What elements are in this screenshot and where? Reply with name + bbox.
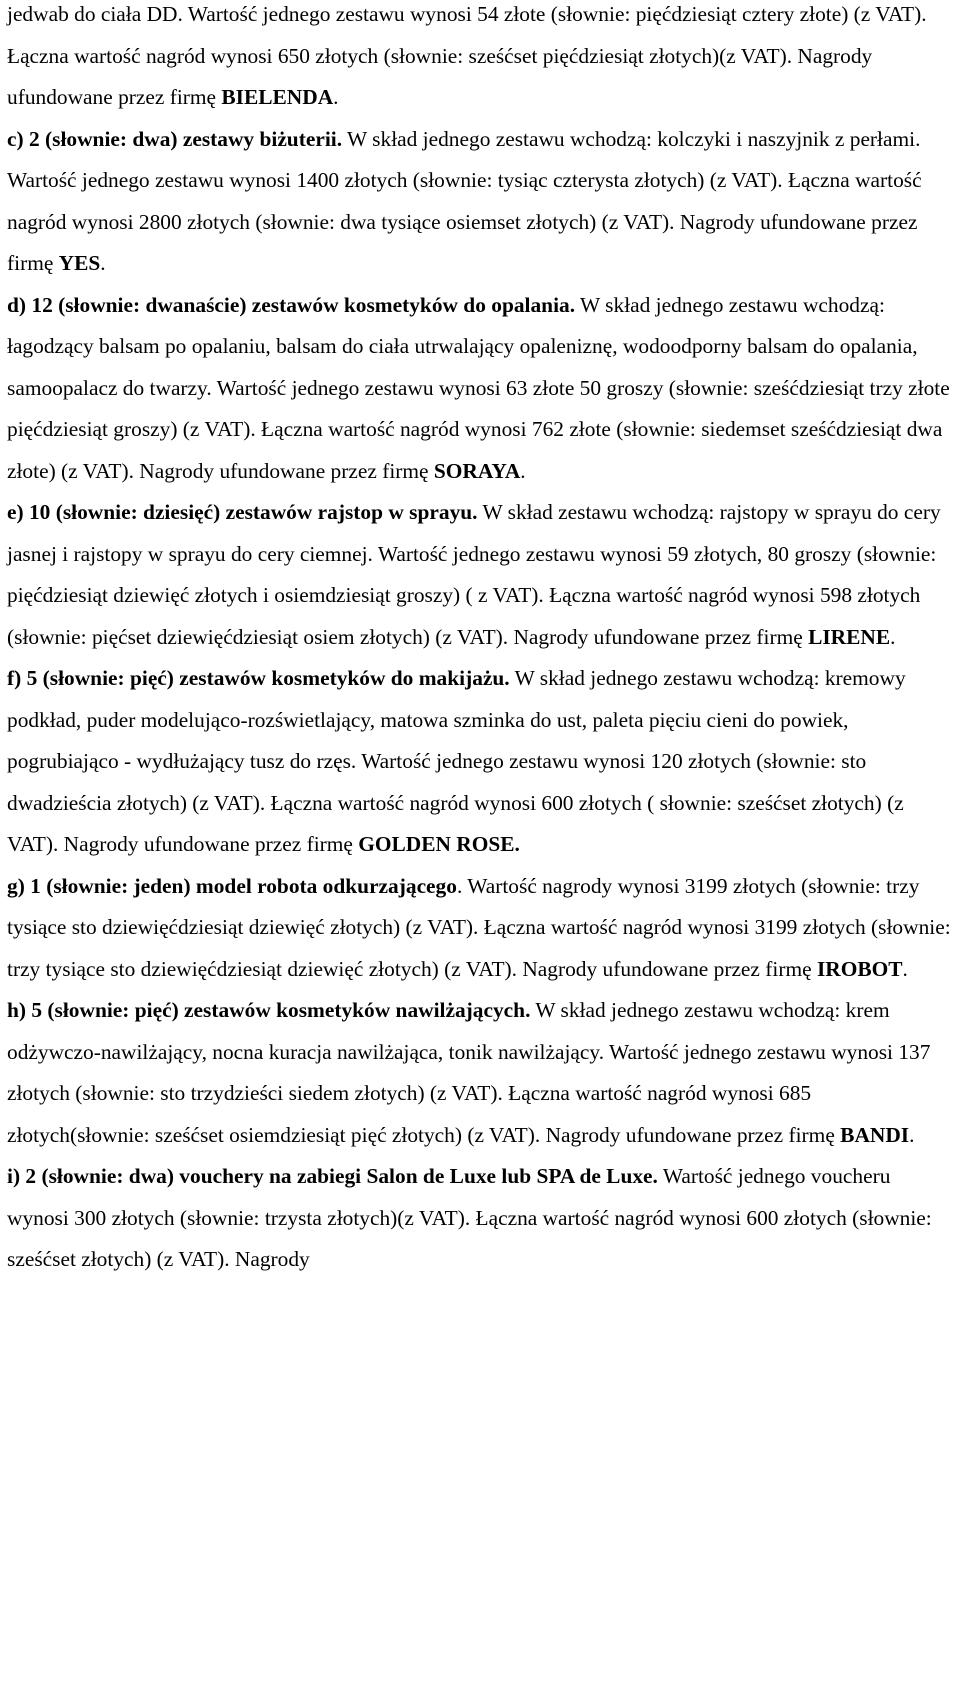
prize-paragraph-e — [7, 492, 955, 658]
prize-paragraph-b — [7, 0, 955, 119]
brand-name: SORAYA — [433, 458, 521, 483]
prize-paragraph-h — [7, 990, 955, 1156]
prize-paragraph-c — [7, 119, 955, 285]
text-run: . Wartość nagrody wynosi 3199 złotych (słownie: trzy tysiące sto dziewięćdziesiąt dziewięć złotych) (z VAT). Łączna wartość nagród wynosi 3199 złotych (słownie: trzy tysiące sto dziewięćdziesiąt dziewięć złotych) (z VAT). Nagrody ufundowane przez firmę — [7, 873, 951, 981]
prize-heading: c) 2 (słownie: dwa) zestawy biżuterii. — [7, 126, 343, 151]
prize-paragraph-g — [7, 866, 955, 991]
prize-paragraph-d — [7, 285, 955, 493]
text-run: . — [333, 85, 339, 109]
brand-name: GOLDEN ROSE. — [358, 832, 520, 856]
text-run: W skład jednego zestawu wchodzą: kremowy podkład, puder modelująco-rozświetlający, matowa szminka do ust, paleta pięciu cieni do powiek, pogrubiająco - wydłużający tusz do rzęs. Wartość jednego zestawu wynosi 120 złotych (słownie: sto dwadzieścia złotych) (z VAT). Łączna wartość nagród wynosi 600 złotych ( słownie: sześćset złotych) (z VAT). Nagrody ufundowane przez firmę — [7, 666, 906, 856]
text-run: Wartość jednego voucheru wynosi 300 złotych (słownie: trzysta złotych)(z VAT). Łączna wartość nagród wynosi 600 złotych (słownie: sześćset złotych) (z VAT). Nagrody — [7, 1164, 932, 1271]
text-run: . — [902, 956, 908, 981]
prize-heading: d) 12 (słownie: dwanaście) zestawów kosmetyków do opalania. — [7, 292, 576, 317]
brand-name: LIRENE — [808, 624, 891, 649]
text-run: . — [909, 1122, 915, 1147]
prize-paragraph-i — [7, 1156, 955, 1281]
prize-heading: f) 5 (słownie: pięć) zestawów kosmetyków do makijażu. — [7, 666, 510, 690]
prize-heading: e) 10 (słownie: dziesięć) zestawów rajstop w sprayu. — [7, 500, 478, 524]
text-run: . — [100, 251, 106, 275]
text-run: W skład jednego zestawu wchodzą: łagodzący balsam po opalaniu, balsam do ciała utrwalający opaleniznę, wodoodporny balsam do opalania, samoopalacz do twarzy. Wartość jednego zestawu wynosi 63 złote 50 groszy (słownie: sześćdziesiąt trzy złote pięćdziesiąt groszy) (z VAT). Łączna wartość nagród wynosi 762 złote (słownie: siedemset sześćdziesiąt dwa złote) (z VAT). Nagrody ufundowane przez firmę — [7, 292, 950, 483]
prize-heading: h) 5 (słownie: pięć) zestawów kosmetyków nawilżających. — [7, 998, 531, 1022]
text-run: W skład zestawu wchodzą: rajstopy w sprayu do cery jasnej i rajstopy w sprayu do cery ciemnej. Wartość jednego zestawu wynosi 59 złotych, 80 groszy (słownie: pięćdziesiąt dziewięć złotych i osiemdziesiąt groszy) ( z VAT). Łączna wartość nagród wynosi 598 złotych (słownie: pięćset dziewięćdziesiąt osiem złotych) (z VAT). Nagrody ufundowane przez firmę — [7, 500, 941, 649]
brand-name: BANDI — [840, 1122, 910, 1147]
document-page — [7, 0, 955, 1281]
prize-paragraph-f — [7, 658, 955, 866]
brand-name: BIELENDA — [221, 85, 334, 109]
text-run: W skład jednego zestawu wchodzą: kolczyki i naszyjnik z perłami. Wartość jednego zestawu wynosi 1400 złotych (słownie: tysiąc czterysta złotych) (z VAT). Łączna wartość nagród wynosi 2800 złotych (słownie: dwa tysiące osiemset złotych) (z VAT). Nagrody ufundowane przez firmę — [7, 126, 922, 275]
prize-heading: i) 2 (słownie: dwa) vouchery na zabiegi Salon de Luxe lub SPA de Luxe. — [7, 1164, 658, 1188]
brand-name: YES — [58, 251, 101, 275]
prize-heading: g) 1 (słownie: jeden) model robota odkurzającego — [7, 873, 457, 898]
text-run: . — [520, 458, 526, 483]
text-run: . — [890, 624, 896, 649]
text-run: W skład jednego zestawu wchodzą: krem odżywczo-nawilżający, nocna kuracja nawilżająca, tonik nawilżający. Wartość jednego zestawu wynosi 137 złotych (słownie: sto trzydzieści siedem złotych) (z VAT). Łączna wartość nagród wynosi 685 złotych(słownie: sześćset osiemdziesiąt pięć złotych) (z VAT). Nagrody ufundowane przez firmę — [7, 998, 931, 1147]
text-run: jedwab do ciała DD. Wartość jednego zestawu wynosi 54 złote (słownie: pięćdziesiąt cztery złote) (z VAT). Łączna wartość nagród wynosi 650 złotych (słownie: sześćset pięćdziesiąt złotych)(z VAT). Nagrody ufundowane przez firmę — [7, 2, 927, 109]
brand-name: IROBOT — [816, 956, 903, 981]
